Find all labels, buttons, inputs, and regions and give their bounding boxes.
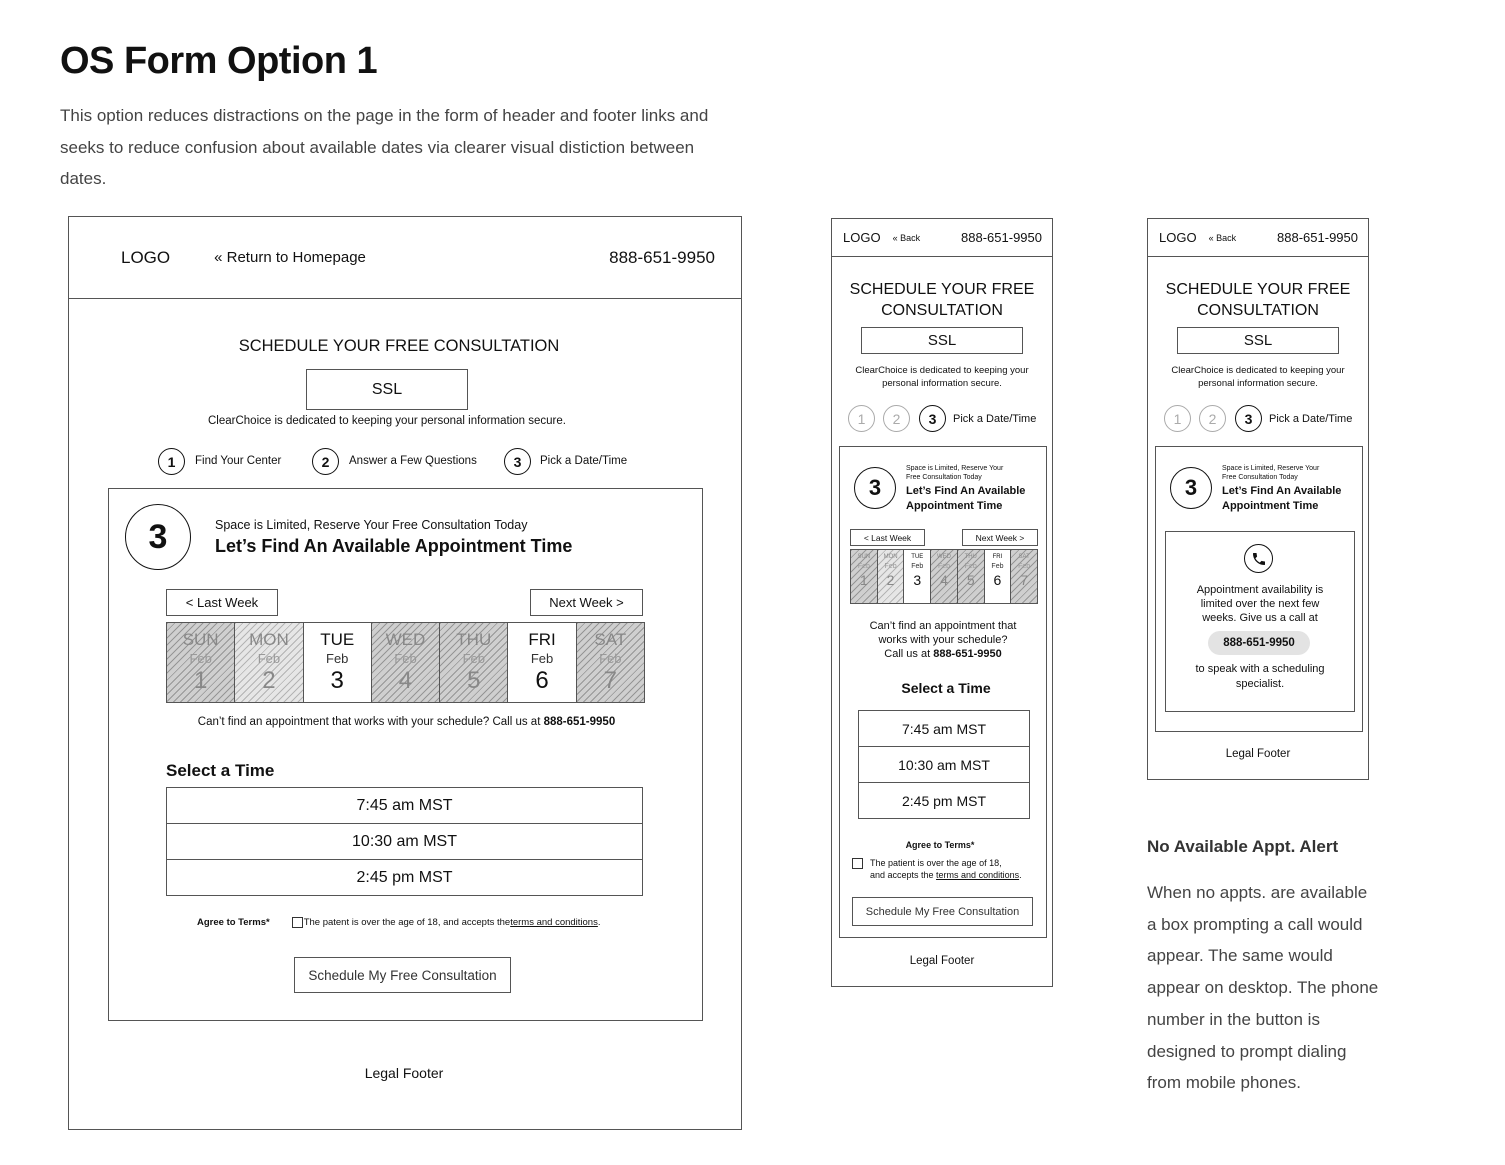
day-date: 4	[940, 572, 948, 588]
select-time-heading: Select a Time	[166, 761, 275, 780]
mobile-last-week-button[interactable]: < Last Week	[850, 529, 925, 546]
mobile-progress-steps	[848, 405, 1048, 433]
day-thu	[440, 623, 508, 702]
alert-progress-steps	[1164, 405, 1364, 433]
day-of-week: TUE	[320, 630, 355, 649]
day-sat	[577, 623, 644, 702]
mobile-terms-text: The patient is over the age of 18,	[870, 858, 1002, 868]
alert-mobile-header-phone[interactable]: 888-651-9950	[1277, 230, 1358, 245]
mobile-agree-label: Agree to Terms*	[905, 840, 975, 850]
desktop-frame	[68, 216, 742, 1130]
cant-find-note: Can’t find an appointment that works with your schedule? Call us at 888-651-9950	[197, 716, 616, 728]
mobile-terms-row: The patient is over the age of 18, and accepts the terms and conditions.	[852, 857, 1022, 881]
ssl-label: SSL	[371, 380, 403, 398]
alert-step-3-circle: 3	[1235, 405, 1262, 432]
mobile-time-slot-list	[858, 710, 1030, 819]
mobile-back-link[interactable]: « Back	[892, 232, 921, 243]
page-title: OS Form Option 1	[60, 40, 378, 82]
mobile-alert-frame	[1147, 218, 1369, 780]
agree-to-terms-row	[197, 917, 601, 928]
mobile-frame	[831, 218, 1053, 987]
terms-suffix: .	[597, 917, 601, 928]
terms-text: The patent is over the age of 18, and accepts the	[303, 917, 511, 928]
day-month: Feb	[857, 563, 870, 570]
day-of-week: FRI	[528, 630, 556, 649]
mobile-header	[832, 219, 1052, 257]
card-subtitle: Space is Limited, Reserve Your Free Consultation Today	[215, 518, 528, 532]
day-date: 5	[966, 572, 975, 588]
alert-phone-button[interactable]: 888-651-9950	[1208, 631, 1310, 655]
alert-ssl-badge: SSL	[1177, 327, 1339, 354]
date-picker	[166, 622, 645, 703]
day-thu	[958, 550, 985, 603]
day-month: Feb	[326, 651, 349, 666]
step-1-label: Find Your Center	[195, 455, 282, 467]
alert-secure-note: ClearChoice is dedicated to keeping your personal information secure.	[1171, 365, 1345, 389]
alert-mobile-back-link[interactable]: « Back	[1208, 232, 1237, 243]
next-week-button[interactable]: Next Week >	[530, 589, 643, 616]
alert-card-title: Let’s Find An Available Appointment Time	[1222, 485, 1342, 512]
day-date: 1	[859, 572, 868, 588]
day-month: Feb	[1018, 563, 1031, 570]
day-date: 1	[193, 667, 208, 694]
mobile-schedule-submit-button[interactable]: Schedule My Free Consultation	[852, 897, 1033, 926]
page-description: This option reduces distractions on the page in the form of header and footer links and seeks to reduce confusion about available dates via clearer visual distiction between dates.	[60, 106, 709, 188]
alert-mobile-header	[1148, 219, 1368, 257]
day-date: 2	[886, 572, 895, 588]
legal-footer[interactable]: Legal Footer	[364, 1065, 444, 1081]
day-of-week: WED	[937, 554, 952, 560]
day-fri[interactable]	[985, 550, 1012, 603]
terms-checkbox[interactable]	[292, 917, 303, 928]
alert-step-2-circle: 2	[1199, 405, 1226, 432]
mobile-appointment-card	[839, 446, 1047, 938]
card-title: Let’s Find An Available Appointment Time	[215, 536, 573, 556]
mobile-cant-find-note: Can’t find an appointment that works with your schedule? Call us at 888-651-9950	[869, 620, 1017, 660]
mobile-logo[interactable]: LOGO	[843, 230, 881, 245]
day-of-week: THU	[964, 554, 977, 560]
day-month: Feb	[911, 563, 924, 570]
day-of-week: SUN	[857, 554, 871, 560]
ssl-badge	[306, 369, 468, 410]
day-sat	[1011, 550, 1037, 603]
appointment-card	[108, 488, 703, 1021]
day-sun	[851, 550, 878, 603]
step-1-circle: 1	[158, 448, 185, 475]
mobile-step-2-circle: 2	[883, 405, 910, 432]
mobile-card-step-circle: 3	[854, 467, 896, 509]
step-2-label: Answer a Few Questions	[349, 455, 477, 467]
mobile-card-title: Let’s Find An Available Appointment Time	[906, 485, 1026, 512]
day-mon	[878, 550, 905, 603]
no-availability-alert-box	[1165, 531, 1355, 712]
alert-note-body: When no appts. are available a box prompting a call would appear. The same would appear on desktop. The phone number in the button is designed to prompt dialing from mobile phones.	[1147, 883, 1379, 1093]
alert-legal-footer[interactable]: Legal Footer	[1225, 748, 1291, 760]
day-date: 6	[535, 667, 549, 694]
day-date: 7	[1020, 572, 1029, 588]
return-home-link[interactable]: « Return to Homepage	[214, 249, 366, 266]
day-month: Feb	[991, 563, 1004, 570]
day-month: Feb	[884, 563, 897, 570]
time-slot[interactable]: 2:45 pm MST	[166, 859, 643, 896]
progress-steps	[158, 448, 678, 476]
last-week-button[interactable]: < Last Week	[166, 589, 278, 616]
day-month: Feb	[394, 651, 417, 666]
mobile-secure-note: ClearChoice is dedicated to keeping your personal information secure.	[855, 365, 1029, 389]
terms-link[interactable]: terms and conditions	[510, 917, 598, 928]
cant-find-phone[interactable]: 888-651-9950	[543, 716, 616, 728]
step-3-label: Pick a Date/Time	[540, 455, 628, 467]
agree-to-terms-label: Agree to Terms*	[197, 917, 270, 928]
day-mon	[235, 623, 303, 702]
mobile-terms-checkbox[interactable]	[852, 858, 863, 869]
day-month: Feb	[964, 563, 977, 570]
desktop-header	[69, 217, 741, 299]
mobile-time-slot[interactable]: 2:45 pm MST	[858, 782, 1030, 819]
day-of-week: SAT	[1018, 554, 1030, 560]
mobile-time-slot[interactable]: 7:45 am MST	[858, 710, 1030, 747]
day-date: 3	[330, 667, 344, 694]
mobile-step-3-circle: 3	[919, 405, 946, 432]
alert-card-step-circle: 3	[1170, 467, 1212, 509]
day-of-week: TUE	[911, 554, 924, 560]
secure-note: ClearChoice is dedicated to keeping your personal information secure.	[208, 415, 566, 427]
day-date: 6	[993, 572, 1002, 588]
day-month: Feb	[462, 651, 485, 666]
day-date: 7	[603, 667, 617, 694]
alert-message: Appointment availability is limited over the next few weeks. Give us a call at	[1196, 584, 1324, 624]
mobile-card-subtitle: Space is Limited, Reserve Your Free Consultation Today	[906, 465, 1004, 481]
day-tue[interactable]	[304, 623, 372, 702]
day-date: 5	[467, 667, 481, 694]
day-month: Feb	[189, 651, 212, 666]
card-step-circle: 3	[125, 504, 191, 570]
time-slot-list	[166, 787, 643, 896]
time-slot[interactable]: 10:30 am MST	[166, 823, 643, 860]
alert-schedule-heading: SCHEDULE YOUR FREE CONSULTATION	[1165, 281, 1351, 319]
alert-note-heading: No Available Appt. Alert	[1147, 837, 1339, 856]
mobile-step-label: Pick a Date/Time	[953, 413, 1037, 425]
mobile-schedule-heading: SCHEDULE YOUR FREE CONSULTATION	[849, 281, 1035, 319]
mobile-cant-find-phone[interactable]: 888-651-9950	[933, 648, 1002, 660]
day-month: Feb	[599, 651, 622, 666]
day-of-week: SUN	[182, 630, 219, 649]
day-month: Feb	[257, 651, 281, 666]
alert-appointment-card	[1155, 446, 1363, 732]
day-sun	[167, 623, 235, 702]
alert-step-1-circle: 1	[1164, 405, 1191, 432]
day-of-week: MON	[883, 554, 898, 560]
day-date: 4	[398, 667, 413, 694]
step-2-circle: 2	[312, 448, 339, 475]
day-of-week: WED	[385, 630, 426, 649]
day-of-week: SAT	[594, 630, 627, 649]
logo[interactable]: LOGO	[121, 247, 171, 267]
alert-step-label: Pick a Date/Time	[1269, 413, 1353, 425]
mobile-time-slot[interactable]: 10:30 am MST	[858, 746, 1030, 783]
day-fri[interactable]	[508, 623, 576, 702]
alert-mobile-logo[interactable]: LOGO	[1159, 230, 1197, 245]
day-of-week: MON	[249, 630, 289, 649]
schedule-heading: SCHEDULE YOUR FREE CONSULTATION	[238, 337, 560, 355]
alert-card-subtitle: Space is Limited, Reserve Your Free Consultation Today	[1222, 465, 1320, 481]
day-of-week: FRI	[992, 554, 1003, 560]
day-date: 2	[262, 667, 276, 694]
time-slot[interactable]: 7:45 am MST	[166, 787, 643, 824]
mobile-date-picker	[850, 549, 1038, 604]
schedule-submit-button[interactable]: Schedule My Free Consultation	[294, 957, 511, 993]
day-of-week: THU	[456, 630, 492, 649]
day-month: Feb	[937, 563, 951, 570]
mobile-header-phone[interactable]: 888-651-9950	[961, 230, 1042, 245]
step-3-circle: 3	[504, 448, 531, 475]
mobile-terms-link[interactable]: terms and conditions	[936, 870, 1020, 880]
mobile-next-week-button[interactable]: Next Week >	[962, 529, 1038, 546]
phone-icon[interactable]	[1244, 544, 1273, 573]
day-wed	[372, 623, 440, 702]
day-date: 3	[913, 572, 922, 588]
mobile-select-time-heading: Select a Time	[901, 680, 991, 696]
day-tue[interactable]	[904, 550, 931, 603]
mobile-legal-footer[interactable]: Legal Footer	[909, 955, 975, 967]
mobile-ssl-badge: SSL	[861, 327, 1023, 354]
day-month: Feb	[530, 651, 554, 666]
header-phone[interactable]: 888-651-9950	[609, 247, 715, 267]
day-wed	[931, 550, 958, 603]
mobile-step-1-circle: 1	[848, 405, 875, 432]
alert-after-message: to speak with a scheduling specialist.	[1195, 663, 1325, 690]
